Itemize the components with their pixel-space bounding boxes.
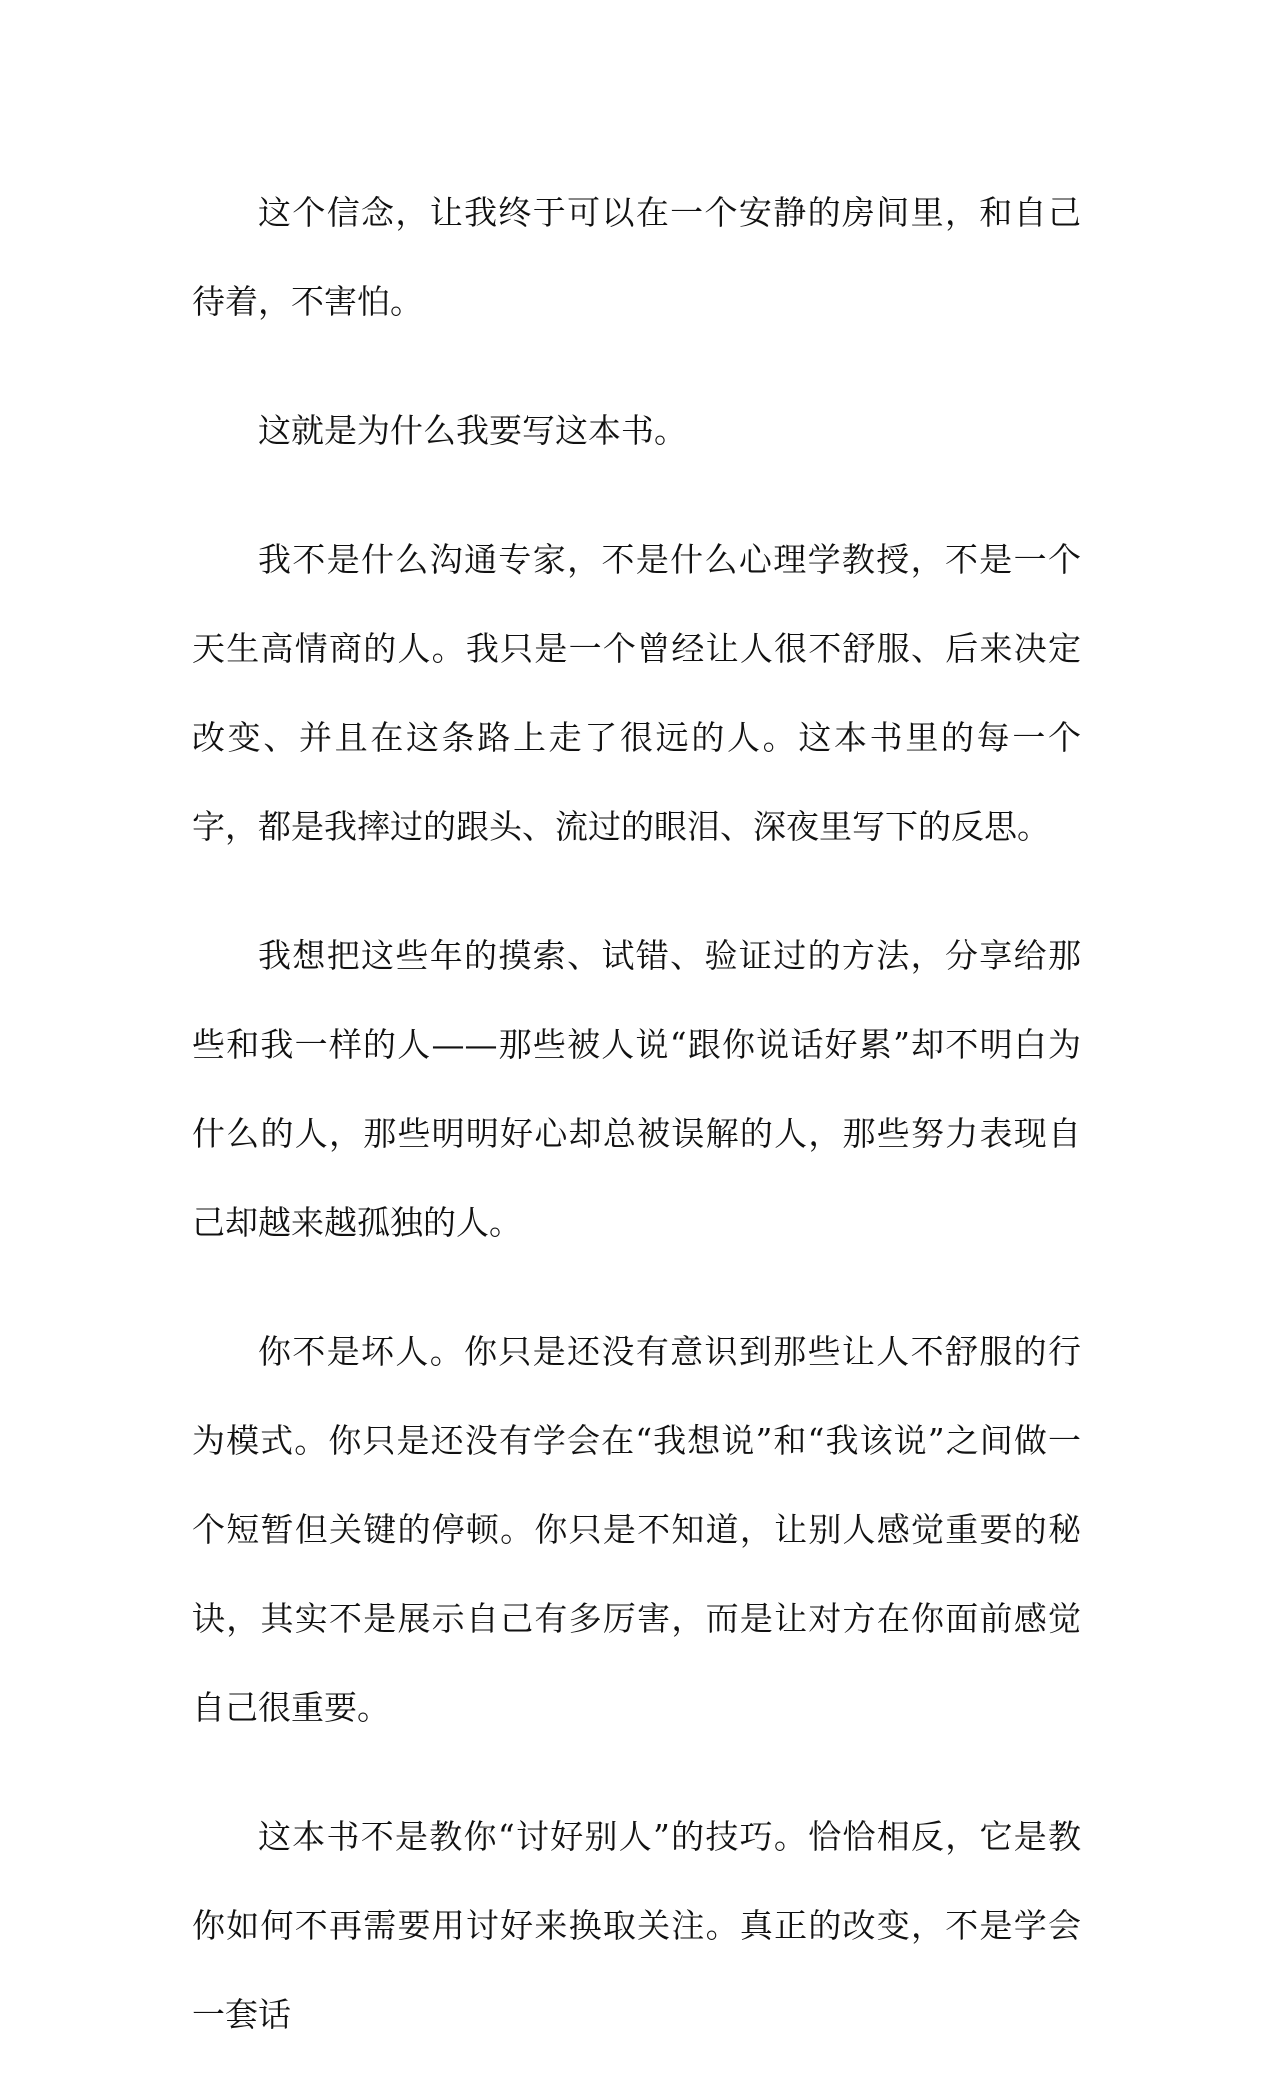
paragraph-1: 这个信念，让我终于可以在一个安静的房间里，和自己待着，不害怕。 — [192, 193, 1081, 321]
paragraph-2: 这就是为什么我要写这本书。 — [258, 411, 687, 450]
paragraph-5: 你不是坏人。你只是还没有意识到那些让人不舒服的行为模式。你只是还没有学会在“我想说”和“我该说”之间做一个短暂但关键的停顿。你只是不知道，让别人感觉重要的秘诀，其实不是展示自己有多厉害，而是让对方在你面前感觉自己很重要。 — [192, 1332, 1081, 1727]
paragraph-3: 我不是什么沟通专家，不是什么心理学教授，不是一个天生高情商的人。我只是一个曾经让人很不舒服、后来决定改变、并且在这条路上走了很远的人。这本书里的每一个字，都是我摔过的跟头、流过的眼泪、深夜里写下的反思。 — [192, 540, 1081, 846]
paragraph-6: 这本书不是教你“讨好别人”的技巧。恰恰相反，它是教你如何不再需要用讨好来换取关注。真正的改变，不是学会一套话 — [192, 1817, 1081, 2034]
body-text — [192, 168, 1081, 2099]
paragraph-4: 我想把这些年的摸索、试错、验证过的方法，分享给那些和我一样的人——那些被人说“跟你说话好累”却不明白为什么的人，那些明明好心却总被误解的人，那些努力表现自己却越来越孤独的人。 — [192, 936, 1081, 1242]
